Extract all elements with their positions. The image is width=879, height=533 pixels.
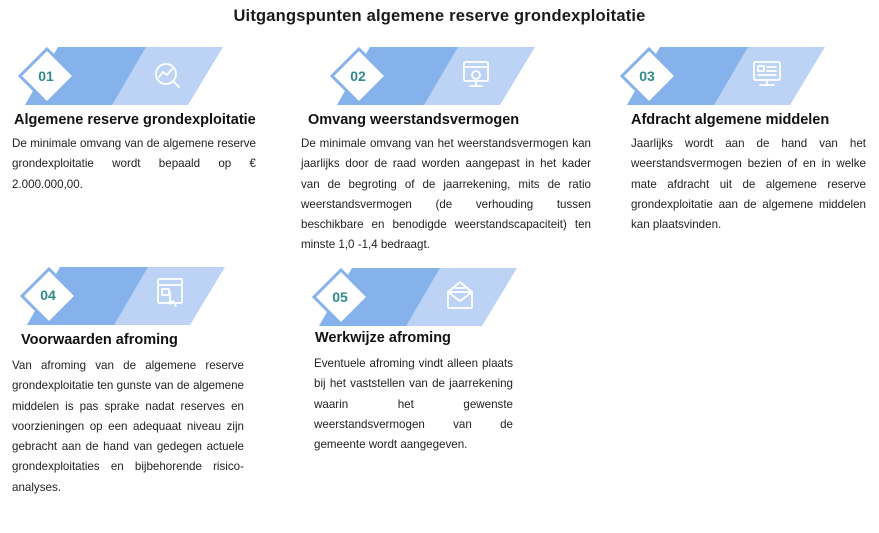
card-number: 04 [40, 287, 56, 303]
card-number: 02 [350, 68, 366, 84]
number-banner [312, 268, 517, 326]
card-heading: Algemene reserve grondexploitatie [14, 112, 256, 128]
card-body: De minimale omvang van het weerstandsvermogen kan jaarlijks door de raad worden aangepast in het kader van de begroting of de jaarrekening, mits de ratio weerstandsvermogen (de verhouding tussen beschikbare en benodigde weerstandscapaciteit) ten minste 1,0 -1,4 bedraagt. [301, 137, 591, 252]
card-heading: Werkwijze afroming [315, 330, 451, 346]
card-number: 05 [332, 289, 348, 305]
card-body: Eventuele afroming vindt alleen plaats bij het vaststellen van de jaarrekening waarin het gewenste weerstandsvermogen van de gemeente wordt aangegeven. [314, 357, 513, 452]
card-heading: Afdracht algemene middelen [631, 112, 830, 128]
number-banner [18, 47, 223, 105]
number-banner [20, 267, 225, 325]
card-body: Jaarlijks wordt aan de hand van het weerstandsvermogen bezien of en in welke mate afdracht uit de algemene reserve grondexploitatie aan de algemene middelen kan plaatsvinden. [631, 137, 866, 232]
card-number: 03 [639, 68, 655, 84]
number-banner [620, 47, 825, 105]
card-body: Van afroming van de algemene reserve grondexploitatie ten gunste van de algemene middelen is pas sprake nadat reserves en voorzieningen op een adequaat niveau zijn gebracht aan de hand van gedegen actuele grondexploitaties en bijbehorende risico-analyses. [12, 359, 244, 494]
card-heading: Omvang weerstandsvermogen [308, 112, 520, 128]
card-heading: Voorwaarden afroming [21, 332, 178, 348]
page-title: Uitgangspunten algemene reserve grondexploitatie [233, 7, 646, 25]
number-banner [330, 47, 535, 105]
card-body: De minimale omvang van de algemene reserve grondexploitatie wordt bepaald op € 2.000.000,00. [12, 137, 256, 191]
card-number: 01 [38, 68, 54, 84]
